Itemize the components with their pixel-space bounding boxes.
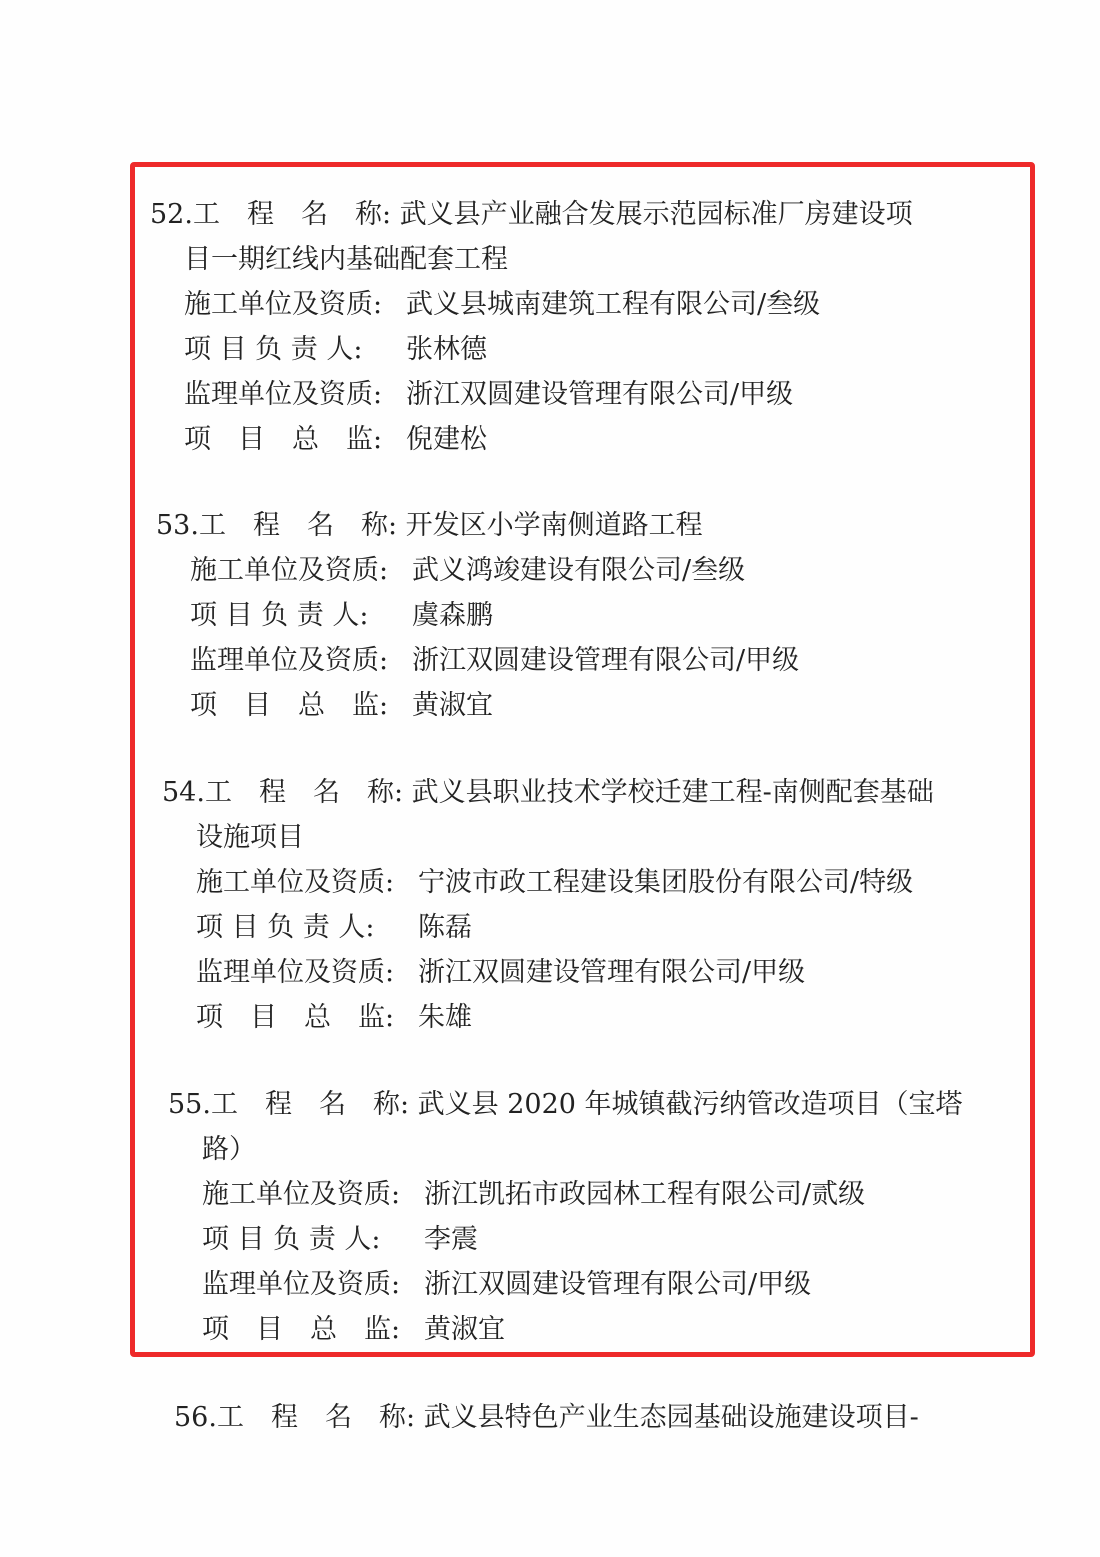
chief-supervisor-label: 项 目 总 监: <box>190 690 389 721</box>
supervisor-org-row <box>168 1262 963 1307</box>
chief-supervisor-row <box>162 995 934 1040</box>
manager-value: 陈磊 <box>418 912 472 943</box>
project-name-row <box>156 503 799 548</box>
supervisor-org-value: 浙江双圆建设管理有限公司/甲级 <box>424 1269 812 1300</box>
contractor-value: 武义鸿竣建设有限公司/叁级 <box>412 555 746 586</box>
supervisor-org-label: 监理单位及资质: <box>184 379 383 410</box>
project-name-continuation: 目一期红线内基础配套工程 <box>184 244 508 275</box>
chief-supervisor-row <box>168 1307 963 1352</box>
chief-supervisor-value: 黄淑宜 <box>412 690 493 721</box>
chief-supervisor-label: 项 目 总 监: <box>196 1002 395 1033</box>
manager-label: 项 目 负 责 人: <box>184 334 363 365</box>
supervisor-org-label: 监理单位及资质: <box>196 957 395 988</box>
contractor-row <box>162 860 934 905</box>
project-name-value: 武义县产业融合发展示范园标准厂房建设项 <box>399 199 913 230</box>
chief-supervisor-value: 黄淑宜 <box>424 1314 505 1345</box>
supervisor-org-row <box>162 950 934 995</box>
manager-row <box>150 327 913 372</box>
project-entry-52 <box>150 192 913 462</box>
manager-row <box>156 593 799 638</box>
contractor-row <box>156 548 799 593</box>
contractor-row <box>168 1172 963 1217</box>
project-entry-54 <box>162 770 934 1040</box>
project-name-continuation: 路） <box>202 1134 256 1165</box>
project-name-value: 武义县特色产业生态园基础设施建设项目- <box>423 1402 919 1433</box>
manager-value: 李震 <box>424 1224 478 1255</box>
contractor-label: 施工单位及资质: <box>196 867 395 898</box>
supervisor-org-label: 监理单位及资质: <box>190 645 389 676</box>
contractor-label: 施工单位及资质: <box>202 1179 401 1210</box>
project-name-row <box>162 770 934 815</box>
project-name-row <box>150 192 913 237</box>
contractor-label: 施工单位及资质: <box>184 289 383 320</box>
chief-supervisor-label: 项 目 总 监: <box>184 424 383 455</box>
supervisor-org-value: 浙江双圆建设管理有限公司/甲级 <box>412 645 800 676</box>
manager-value: 张林德 <box>406 334 487 365</box>
project-name-value: 武义县 2020 年城镇截污纳管改造项目（宝塔 <box>417 1089 963 1120</box>
manager-value: 虞森鹏 <box>412 600 493 631</box>
project-name-label: 52.工 程 名 称: <box>150 199 392 230</box>
project-name-label: 55.工 程 名 称: <box>168 1089 410 1120</box>
chief-supervisor-value: 朱雄 <box>418 1002 472 1033</box>
supervisor-org-value: 浙江双圆建设管理有限公司/甲级 <box>406 379 794 410</box>
manager-label: 项 目 负 责 人: <box>196 912 375 943</box>
project-entry-53 <box>156 503 799 728</box>
project-name-continuation: 设施项目 <box>196 822 304 853</box>
manager-row <box>162 905 934 950</box>
project-entry-56 <box>174 1395 919 1440</box>
project-name-label: 54.工 程 名 称: <box>162 777 404 808</box>
contractor-value: 宁波市政工程建设集团股份有限公司/特级 <box>418 867 914 898</box>
contractor-label: 施工单位及资质: <box>190 555 389 586</box>
supervisor-org-value: 浙江双圆建设管理有限公司/甲级 <box>418 957 806 988</box>
manager-row <box>168 1217 963 1262</box>
contractor-value: 武义县城南建筑工程有限公司/叁级 <box>406 289 821 320</box>
project-name-label: 56.工 程 名 称: <box>174 1402 416 1433</box>
chief-supervisor-value: 倪建松 <box>406 424 487 455</box>
manager-label: 项 目 负 责 人: <box>190 600 369 631</box>
project-entry-55 <box>168 1082 963 1352</box>
project-name-row <box>168 1082 963 1127</box>
chief-supervisor-row <box>156 683 799 728</box>
supervisor-org-label: 监理单位及资质: <box>202 1269 401 1300</box>
project-name-value: 武义县职业技术学校迁建工程-南侧配套基础 <box>411 777 934 808</box>
project-name-label: 53.工 程 名 称: <box>156 510 398 541</box>
supervisor-org-row <box>150 372 913 417</box>
chief-supervisor-row <box>150 417 913 462</box>
supervisor-org-row <box>156 638 799 683</box>
chief-supervisor-label: 项 目 总 监: <box>202 1314 401 1345</box>
project-name-row <box>174 1395 919 1440</box>
contractor-value: 浙江凯拓市政园林工程有限公司/贰级 <box>424 1179 866 1210</box>
manager-label: 项 目 负 责 人: <box>202 1224 381 1255</box>
project-name-value: 开发区小学南侧道路工程 <box>405 510 703 541</box>
contractor-row <box>150 282 913 327</box>
